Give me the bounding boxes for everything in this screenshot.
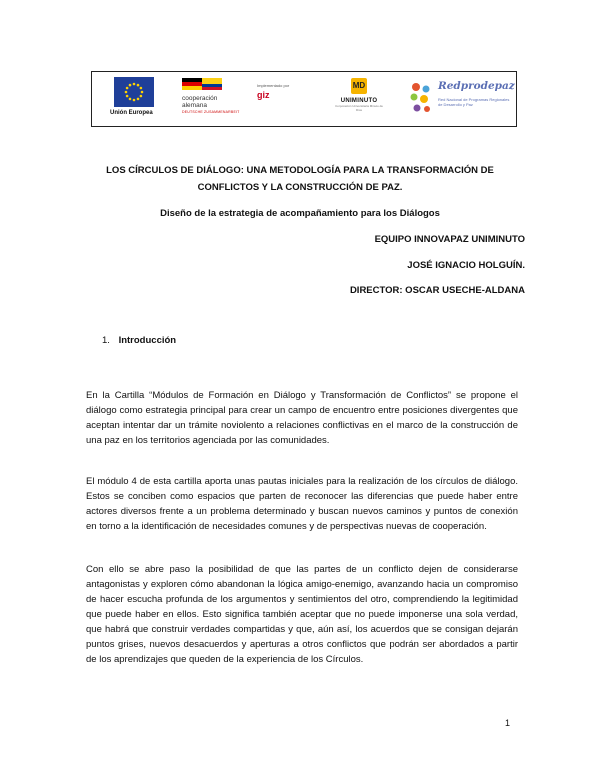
german-colombian-flag-icon [182,78,222,90]
redprodepaz-mark-icon [408,81,434,117]
uniminuto-subtitle: Corporación Universitaria Minuto de Dios [335,104,383,112]
uniminuto-mark-icon: MD [351,78,367,94]
coop-sub: DEUTSCHE ZUSAMMENARBEIT [182,110,240,114]
cooperacion-alemana-logo [182,78,242,122]
eu-logo [110,77,158,121]
title-line-1: LOS CÍRCULOS DE DIÁLOGO: UNA METODOLOGÍA PARA LA TRANSFORMACIÓN DE [106,165,494,176]
section-number: 1. [102,335,110,346]
author-name: JOSÉ IGNACIO HOLGUÍN. [407,260,525,271]
redprodepaz-logo [408,77,514,123]
document-subtitle: Diseño de la estrategia de acompañamiento para los Diálogos [160,208,440,219]
coop-line1: cooperación [182,95,218,102]
director-name: DIRECTOR: OSCAR USECHE-ALDANA [349,285,525,296]
redprodepaz-wordmark: Redprodepaz [438,80,515,92]
document-title [60,162,540,196]
eu-flag-icon [114,77,154,107]
logo-band [91,71,517,127]
paragraph-3: Con ello se abre paso la posibilidad de que las partes de un conflicto dejen de considerarse antagonistas y exploren cómo abandonan la lógica amigo-enemigo, avanzando hacia un compromiso de hacer escucha profunda de los argumentos y sentimientos del otro, comprendiendo la legitimidad que puede haber en ellos. Esto significa también aceptar que no puede imponerse una sola verdad, que habrá que construir verdades compartidas y que, aún así, los acuerdos que se consigan dejarán puntos grises, nuevos desacuerdos y aperturas a otros conflictos que podrán ser abordados a partir de los aprendizajes que queden de la experiencia de los Círculos. [86,564,518,665]
giz-wordmark: giz [257,90,270,100]
paragraph-1: En la Cartilla “Módulos de Formación en Diálogo y Transformación de Conflictos” se propone el diálogo como estrategia principal para crear un campo de encuentro entre posiciones divergentes que aceptan intentar dar un trámite noviolento a relaciones conflictivas en el marco de la construcción de una paz en los territorios agenciada por las comunidades. [86,390,518,446]
redprodepaz-subtitle: Red Nacional de Programas Regionales de Desarrollo y Paz [438,97,510,107]
section-heading [102,335,176,346]
section-title: Introducción [118,335,177,346]
page-number: 1 [505,718,511,728]
team-name: EQUIPO INNOVAPAZ UNIMINUTO [374,234,525,245]
giz-logo [257,83,297,119]
eu-caption: Unión Europea [110,110,153,116]
uniminuto-wordmark: UNIMINUTO [340,98,378,104]
paragraph-2: El módulo 4 de esta cartilla aporta unas pautas iniciales para la realización de los círculos de diálogo. Estos se conciben como espacios que parten de reconocer las diferencias que puede haber entre actores diversos frente a un problema determinado y buscan nuevos caminos y puntos de conexión en torno a la identificación de necesidades comunes y de perspectivas nuevas de cooperación. [86,476,518,532]
giz-implemented-by: Implementado por [257,83,290,88]
coop-line2: alemana [182,102,207,109]
title-line-2: CONFLICTOS Y LA CONSTRUCCIÓN DE PAZ. [197,182,403,193]
uniminuto-logo [332,78,386,122]
